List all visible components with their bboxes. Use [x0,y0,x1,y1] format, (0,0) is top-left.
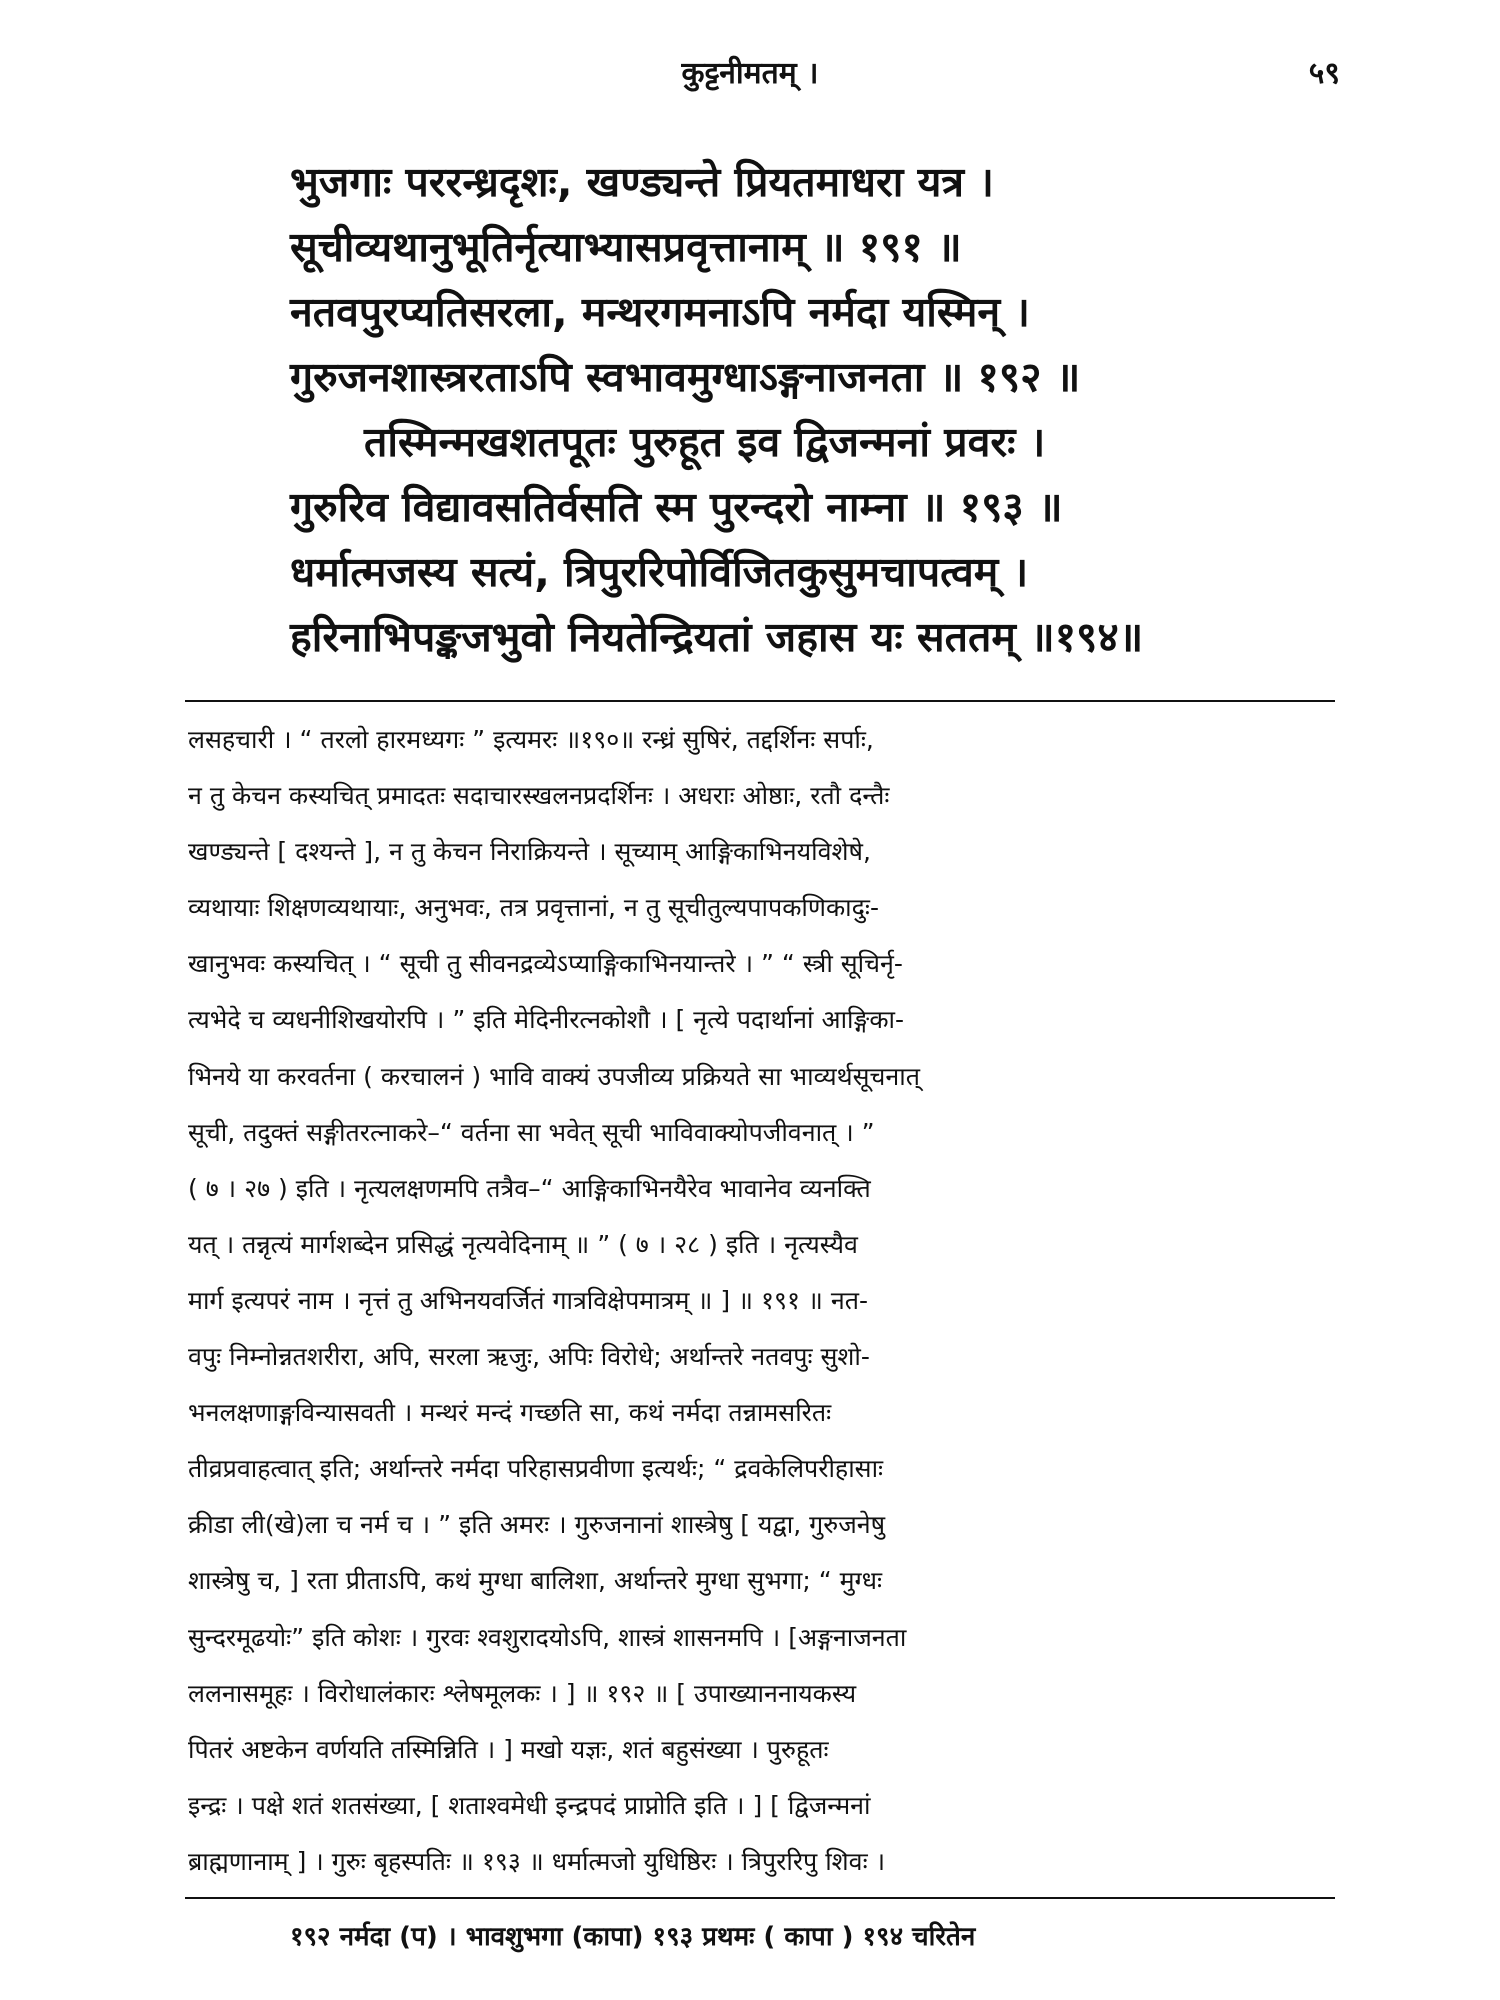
verse-line: हरिनाभिपङ्कजभुवो नियतेन्द्रियतां जहास यः सततम् ॥१९४॥ [290,613,1144,661]
commentary-line: शास्त्रेषु च, ] रता प्रीताऽपि, कथं मुग्धा बालिशा, अर्थान्तरे मुग्धा सुभगा; “ मुग्धः [188,1566,883,1596]
commentary-line: मार्ग इत्यपरं नाम । नृत्तं तु अभिनयवर्जितं गात्रविक्षेपमात्रम् ॥ ] ॥ १९१ ॥ नत- [188,1285,868,1315]
commentary-line: सुन्दरमूढयोः” इति कोशः । गुरवः श्वशुरादयोऽपि, शास्त्रं शासनमपि । [अङ्गनाजनता [188,1622,907,1652]
verse-block [290,150,1350,670]
verse-line: भुजगाः पररन्ध्रदृशः, खण्ड्यन्ते प्रियतमाधरा यत्र । [290,158,994,206]
commentary-line: यत् । तन्नृत्यं मार्गशब्देन प्रसिद्धं नृत्यवेदिनाम् ॥ ” ( ७ । २८ ) इति । नृत्यस्यैव [188,1229,858,1259]
commentary-line: भनलक्षणाङ्गविन्यासवती । मन्थरं मन्दं गच्छति सा, कथं नर्मदा तन्नामसरितः [188,1398,832,1428]
commentary-line: सूची, तदुक्तं सङ्गीतरत्नाकरे–“ वर्तना सा भवेत् सूची भाविवाक्योपजीवनात् । ” [188,1117,875,1147]
commentary-line: ललनासमूहः । विरोधालंकारः श्लेषमूलकः । ] ॥ १९२ ॥ [ उपाख्याननायकस्य [188,1678,857,1708]
commentary-line: वपुः निम्नोन्नतशरीरा, अपि, सरला ऋजुः, अपिः विरोधे; अर्थान्तरे नतवपुः सुशो- [188,1342,870,1372]
page-header [0,44,1500,104]
commentary-line: खण्ड्यन्ते [ दश्यन्ते ], न तु केचन निराक्रियन्ते । सूच्याम् आङ्गिकाभिनयविशेषे, [188,837,871,867]
verse-line: नतवपुरप्यतिसरला, मन्थरगमनाऽपि नर्मदा यस्मिन् । [290,288,1030,336]
footnote-divider [185,1897,1335,1899]
footnote-variants: १९२ नर्मदा (प) । भावशुभगा (कापा) १९३ प्रथमः ( कापा ) १९४ चरितेन [290,1922,976,1952]
commentary-line: त्यभेदे च व्यधनीशिखयोरपि । ” इति मेदिनीरत्नकोशौ । [ नृत्ये पदार्थानां आङ्गिका- [188,1005,905,1035]
commentary-line: क्रीडा ली(खे)ला च नर्म च । ” इति अमरः । गुरुजनानां शास्त्रेषु [ यद्वा, गुरुजनेषु [188,1510,886,1540]
commentary-line: भिनये या करवर्तना ( करचालनं ) भावि वाक्यं उपजीव्य प्रक्रियते सा भाव्यर्थसूचनात् [188,1061,920,1091]
page-number: ५९ [1308,56,1340,91]
commentary-line: लसहचारी । “ तरलो हारमध्यगः ” इत्यमरः ॥१९०॥ रन्ध्रं सुषिरं, तद्दर्शिनः सर्पाः, [188,725,874,754]
commentary-line: ( ७ । २७ ) इति । नृत्यलक्षणमपि तत्रैव–“ आङ्गिकाभिनयैरेव भावानेव व्यनक्ति [188,1173,871,1203]
commentary-line: व्यथायाः शिक्षणव्यथायाः, अनुभवः, तत्र प्रवृत्तानां, न तु सूचीतुल्यपापकणिकादुः- [188,893,879,923]
commentary-block [188,712,1338,1890]
commentary-line: न तु केचन कस्यचित् प्रमादतः सदाचारस्खलनप्रदर्शिनः । अधराः ओष्ठाः, रतौ दन्तैः [188,781,890,811]
verse-line: तस्मिन्मखशतपूतः पुरुहूत इव द्विजन्मनां प्रवरः । [364,418,1046,466]
verse-line: धर्मात्मजस्य सत्यं, त्रिपुररिपोर्विजितकुसुमचापत्वम् । [290,548,1029,596]
running-title: कुट्टनीमतम् । [681,56,819,91]
verse-line: सूचीव्यथानुभूतिर्नृत्याभ्यासप्रवृत्तानाम् ॥ १९१ ॥ [290,223,962,271]
commentary-line: पितरं अष्टकेन वर्णयति तस्मिन्निति । ] मखो यज्ञः, शतं बहुसंख्या । पुरुहूतः [188,1734,829,1764]
commentary-line: ब्राह्मणानाम् ] । गुरुः बृहस्पतिः ॥ १९३ ॥ धर्मात्मजो युधिष्ठिरः । त्रिपुररिपु शिवः । [188,1846,886,1876]
commentary-line: तीव्रप्रवाहत्वात् इति; अर्थान्तरे नर्मदा परिहासप्रवीणा इत्यर्थः; “ द्रवकेलिपरीहासाः [188,1454,884,1484]
commentary-line: इन्द्रः । पक्षे शतं शतसंख्या, [ शताश्वमेधी इन्द्रपदं प्राप्नोति इति । ] [ द्विजन्मनां [188,1790,871,1820]
verse-line: गुरुरिव विद्यावसतिर्वसति स्म पुरन्दरो नाम्ना ॥ १९३ ॥ [290,483,1063,531]
commentary-line: खानुभवः कस्यचित् । “ सूची तु सीवनद्रव्येऽप्याङ्गिकाभिनयान्तरे । ” “ स्त्री सूचिर्नृ- [188,949,903,979]
verse-line: गुरुजनशास्त्ररताऽपि स्वभावमुग्धाऽङ्गनाजनता ॥ १९२ ॥ [290,353,1081,401]
section-divider [185,700,1335,702]
